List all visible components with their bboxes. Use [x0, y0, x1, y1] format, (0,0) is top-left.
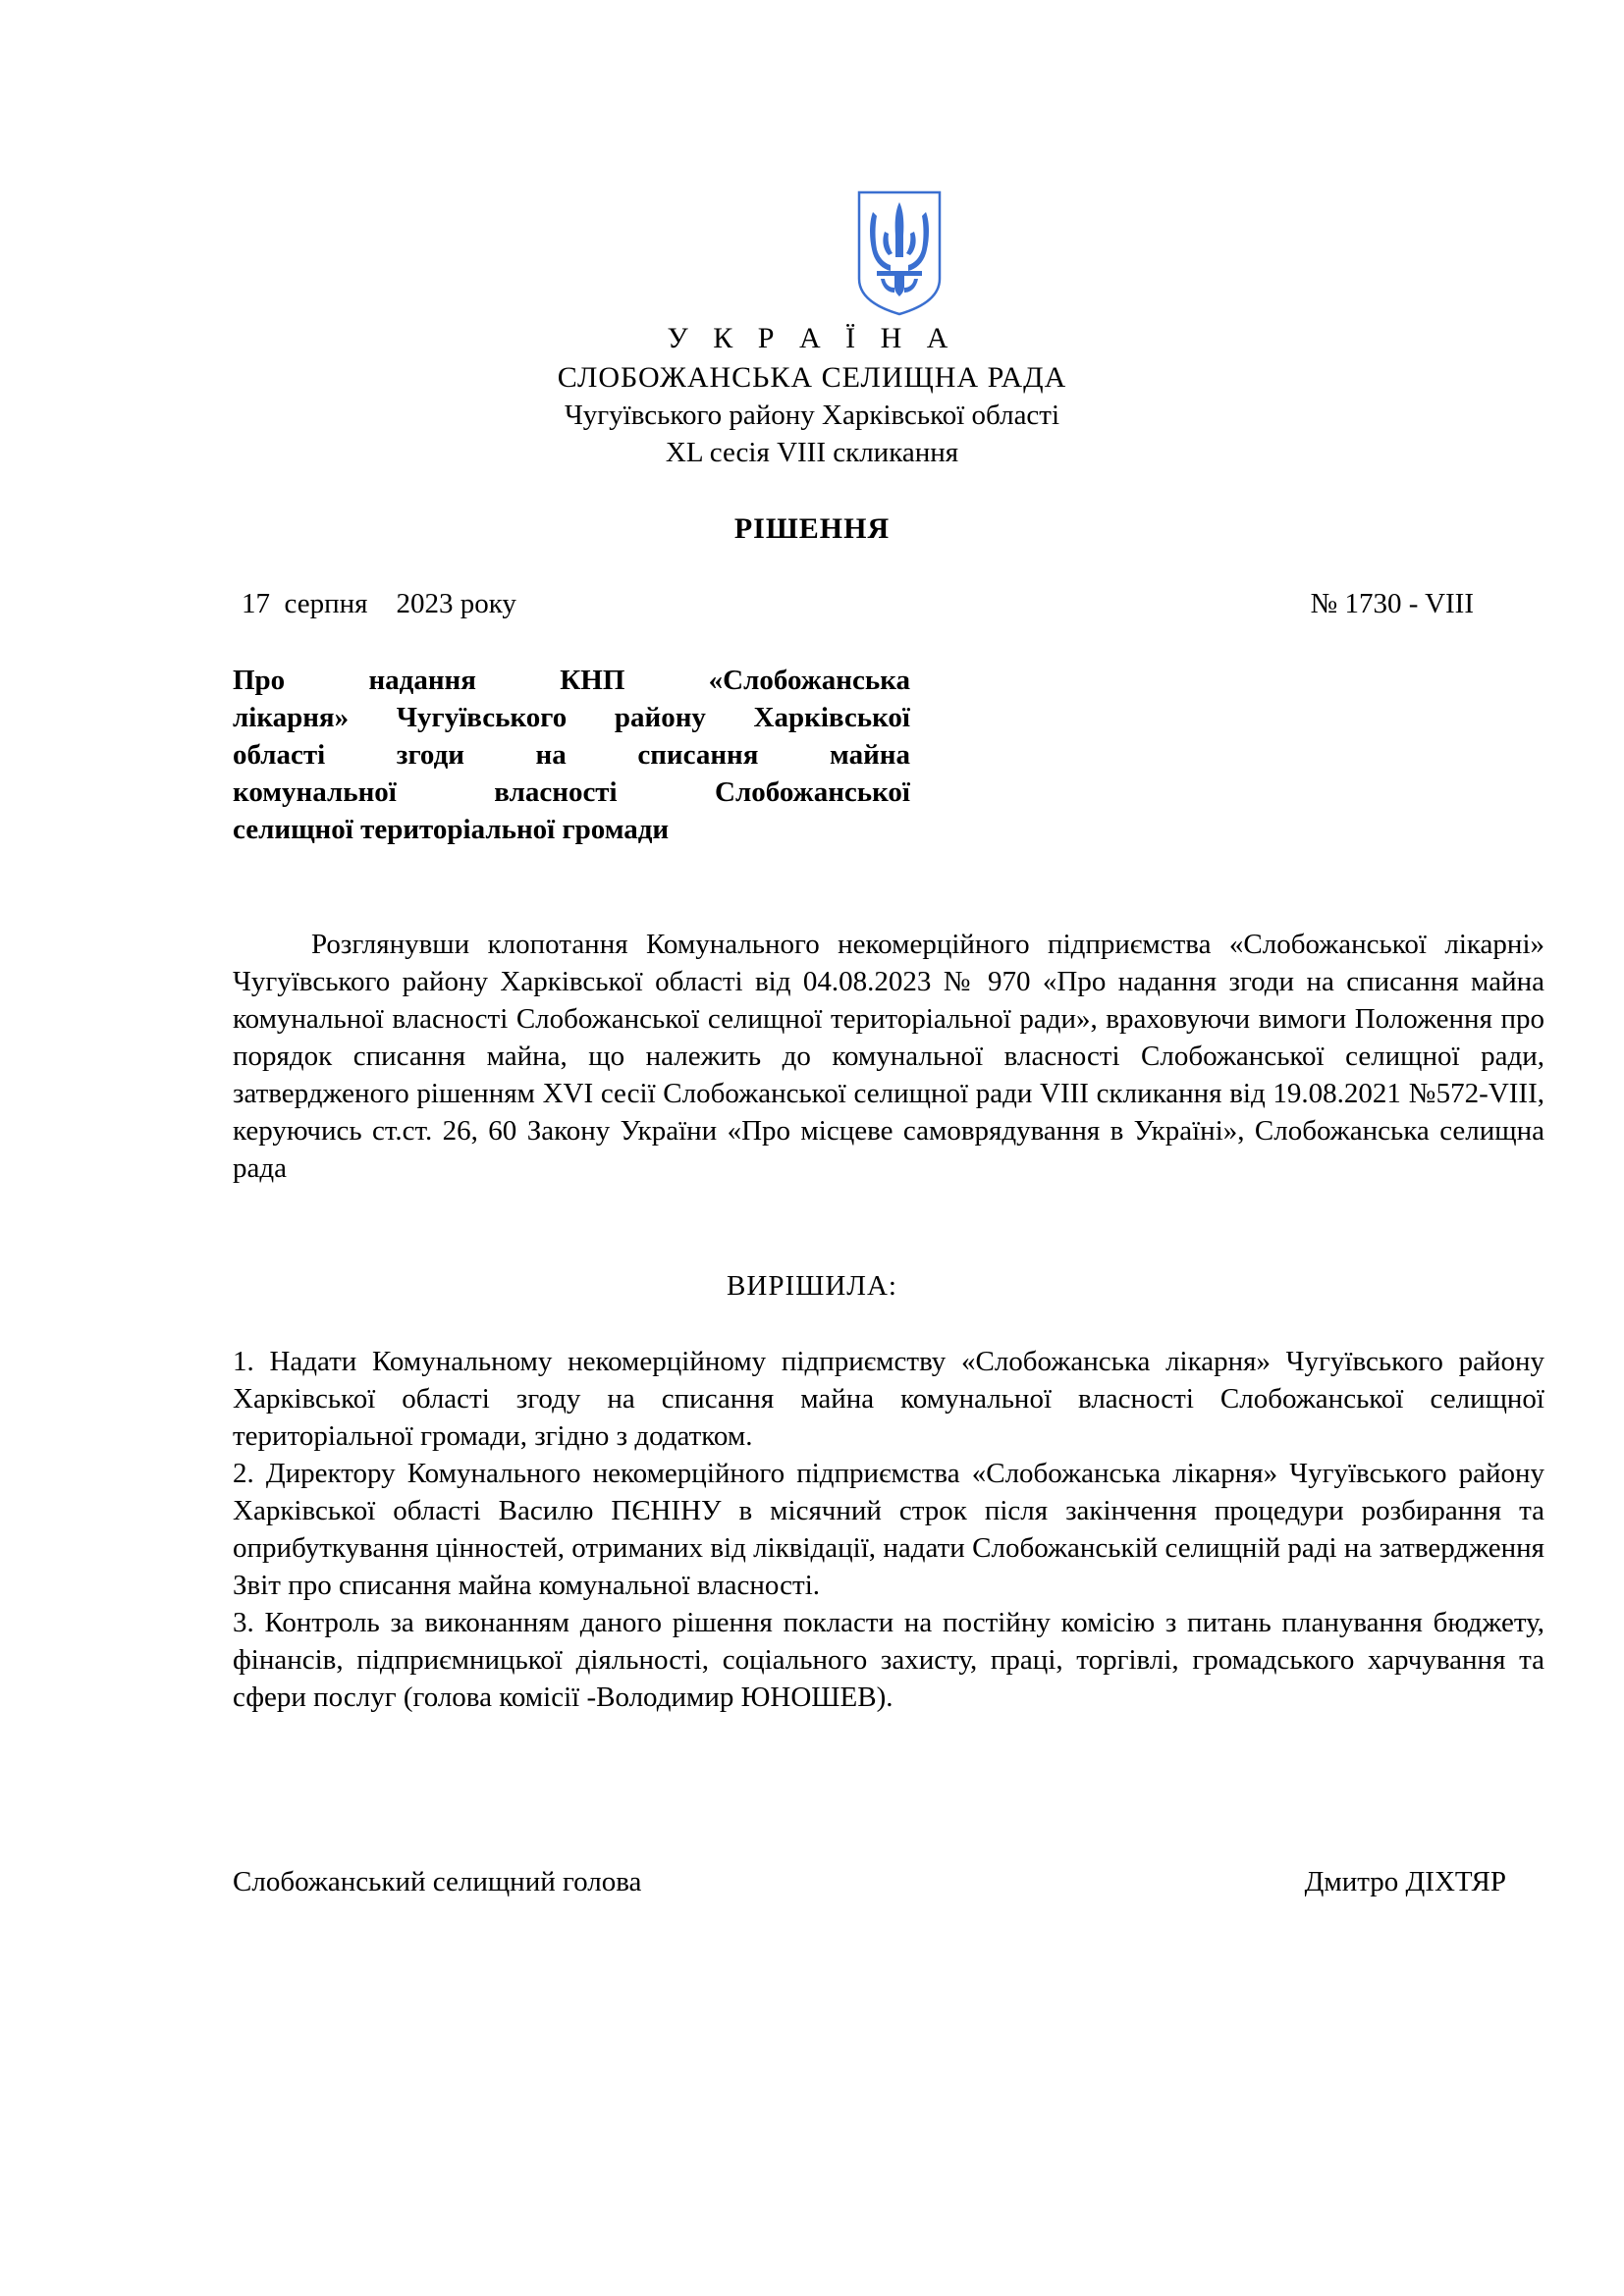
subject-line: області згоди на списання майна: [233, 739, 910, 771]
decision-item: 3. Контроль за виконанням даного рішення покласти на постійну комісію з питань планування бюджету, фінансів, підприємницької діяльності, соціального захисту, праці, торгівлі, громадського харчування та сфери послуг (голова комісії -Володимир ЮНОШЕВ).: [233, 1607, 1544, 1713]
session-info: XL сесія VIII скликання: [665, 437, 959, 468]
resolved-heading: ВИРІШИЛА:: [727, 1270, 897, 1302]
preamble: [233, 926, 1544, 1187]
preamble-paragraph: Розглянувши клопотання Комунального некомерційного підприємства «Слобожанської лікарні» Чугуївського району Харківської області від 04.08.2023 № 970 «Про надання згоди на списання майна комунальної власності Слобожанської селищної територіальної ради», враховуючи вимоги Положення про порядок списання майна, що належить до комунальної власності Слобожанської селищної ради, затвердженого рішенням XVI сесії Слобожанської селищної ради VIII скликання від 19.08.2021 №572-VIII, керуючись ст.ст. 26, 60 Закону України «Про місцеве самоврядування в Україні», Слобожанська селищна рада: [233, 929, 1544, 1184]
subject-line: селищної територіальної громади: [233, 814, 670, 845]
decision-subject: [233, 662, 910, 848]
ukraine-coat-of-arms-icon: [855, 188, 944, 318]
subject-line: комунальної власності Слобожанської: [233, 776, 910, 808]
decision-item: 1. Надати Комунальному некомерційному підприємству «Слобожанська лікарня» Чугуївського району Харківської області згоду на списання майна комунальної власності Слобожанської селищної територіальної громади, згідно з додатком.: [233, 1346, 1544, 1452]
subject-line: Про надання КНП «Слобожанська: [233, 665, 910, 696]
subject-line: лікарня» Чугуївського району Харківської: [233, 702, 910, 733]
council-name: СЛОБОЖАНСЬКА СЕЛИЩНА РАДА: [557, 361, 1067, 394]
decision-item: 2. Директору Комунального некомерційного підприємства «Слобожанська лікарня» Чугуївського району Харківської області Василю ПЄНІНУ в місячний строк після закінчення процедури розбирання та оприбуткування цінностей, отриманих від ліквідації, надати Слобожанській селищній раді на затвердження Звіт про списання майна комунальної власності.: [233, 1458, 1544, 1601]
document-type: РІШЕННЯ: [733, 512, 891, 545]
decision-date: 17 серпня 2023 року: [242, 588, 516, 619]
signatory-title: Слобожанський селищний голова: [233, 1866, 642, 1897]
signatory-name: Дмитро ДІХТЯР: [1304, 1866, 1506, 1897]
decision-number: № 1730 - VIII: [1310, 588, 1474, 619]
decision-items: [233, 1343, 1544, 1716]
country-title: У К Р А Ї Н А: [667, 322, 957, 354]
district-name: Чугуївського району Харківської області: [564, 400, 1060, 431]
